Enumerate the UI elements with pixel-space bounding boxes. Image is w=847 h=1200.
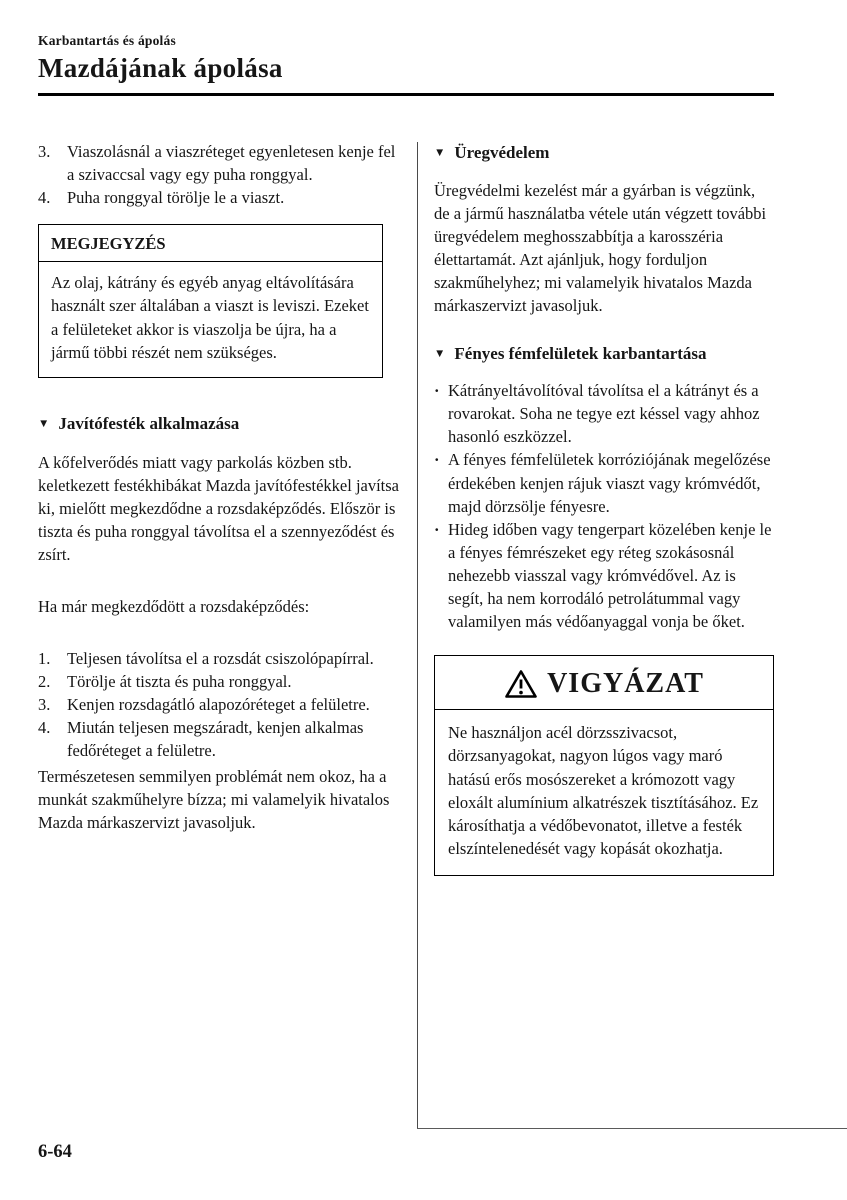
list-item xyxy=(38,647,400,670)
rust-steps-list xyxy=(38,647,400,762)
section-title: Üregvédelem xyxy=(454,143,550,162)
cavity-paragraph: Üregvédelmi kezelést már a gyárban is végzünk, de a jármű használatba vétele után végzett további üregvédelem meghosszabbítja a karosszéria élettartamát. Azt ajánljuk, hogy forduljon szakműhelyhez; mi valamelyik hivatalos Mazda márkaszervizt javasoljuk. xyxy=(434,180,767,316)
note-title: MEGJEGYZÉS xyxy=(39,225,382,262)
metal-bullet-list xyxy=(434,379,774,633)
bullet-item xyxy=(434,448,774,517)
page-number: 6-64 xyxy=(38,1142,72,1162)
section-heading-touchup xyxy=(38,412,400,436)
page-title: Mazdájának ápolása xyxy=(38,53,283,83)
content-columns xyxy=(38,140,774,876)
rust-lead-paragraph: Ha már megkezdődött a rozsdaképződés: xyxy=(38,597,310,617)
list-text: Törölje át tiszta és puha ronggyal. xyxy=(67,672,292,692)
touchup-intro-paragraph: A kőfelverődés miatt vagy parkolás közben stb. keletkezett festékhibákat Mazda javítófestékkel javítsa ki, mielőtt megkezdődne a rozsdaképződés. Először is tiszta és puha ronggyal távolítsa el a szennyeződést és zsírt. xyxy=(38,452,400,564)
list-number: 3. xyxy=(38,142,51,161)
list-text: Kenjen rozsdagátló alapozóréteget a felületre. xyxy=(67,695,370,715)
list-number: 4. xyxy=(38,188,51,208)
wax-steps-list xyxy=(38,140,400,209)
left-column xyxy=(38,140,400,876)
list-item xyxy=(38,186,400,209)
list-number: 2. xyxy=(38,672,51,692)
list-text: Viaszolásnál a viaszréteget egyenletesen kenje fel a szivaccsal vagy egy puha ronggyal. xyxy=(67,142,396,185)
list-item xyxy=(38,140,400,186)
bullet-text: A fényes fémfelületek korróziójának megelőzése érdekében kenjen rájuk viaszt vagy krómvédőt, majd dörzsölje fényesre. xyxy=(448,450,771,516)
touchup-outro-paragraph: Természetesen semmilyen problémát nem okoz, ha a munkát szakműhelyre bízza; mi valamelyik hivatalos Mazda márkaszervizt javasoljuk. xyxy=(38,766,390,832)
note-body: Az olaj, kátrány és egyéb anyag eltávolítására használt szer általában a viaszt is leviszi. Ezeket a felületeket akkor is viaszolja be újra, ha a jármű többi részét nem szükséges. xyxy=(51,273,369,362)
list-item xyxy=(38,670,400,693)
list-text: Puha ronggyal törölje le a viaszt. xyxy=(67,188,285,208)
warning-title-row xyxy=(435,656,773,710)
triangle-marker-icon: ▼ xyxy=(38,417,50,430)
bottom-rule xyxy=(417,1128,847,1129)
section-heading-cavity xyxy=(434,141,774,165)
right-column xyxy=(434,140,774,876)
list-number: 3. xyxy=(38,695,51,715)
list-item xyxy=(38,716,400,762)
bullet-marker-icon: · xyxy=(434,381,440,401)
list-number: 1. xyxy=(38,649,51,669)
bullet-item xyxy=(434,379,774,448)
column-divider xyxy=(417,142,418,1128)
bullet-marker-icon: · xyxy=(434,450,440,470)
warning-box xyxy=(434,655,774,876)
list-number: 4. xyxy=(38,718,51,738)
triangle-marker-icon: ▼ xyxy=(434,147,446,159)
bullet-marker-icon: · xyxy=(434,519,440,539)
list-item xyxy=(38,693,400,716)
note-box xyxy=(38,224,383,377)
list-text: Teljesen távolítsa el a rozsdát csiszolópapírral. xyxy=(67,649,374,669)
bullet-text: Kátrányeltávolítóval távolítsa el a kátrányt és a rovarokat. Soha ne tegye ezt késsel vagy ahhoz hasonló eszközzel. xyxy=(448,381,760,447)
bullet-text: Hideg időben vagy tengerpart közelében kenje le a fényes fémrészeket egy réteg szokásosnál nehezebb viasszal vagy krómvédővel. Az is segít, ha nem korrodáló petrolátummal vagy valamilyen más védőanyaggal vonja be őket. xyxy=(448,519,772,632)
warning-triangle-icon xyxy=(504,669,538,699)
list-text: Miután teljesen megszáradt, kenjen alkalmas fedőréteget a felületre. xyxy=(67,718,364,761)
triangle-marker-icon: ▼ xyxy=(434,348,446,361)
section-title: Fényes fémfelületek karbantartása xyxy=(454,344,707,364)
section-heading-metal xyxy=(434,342,774,366)
page-header xyxy=(38,33,774,96)
chapter-kicker: Karbantartás és ápolás xyxy=(38,33,176,48)
section-title: Javítófesték alkalmazása xyxy=(58,413,240,433)
warning-title: VIGYÁZAT xyxy=(547,668,704,700)
bullet-item xyxy=(434,518,774,633)
header-rule xyxy=(38,93,774,96)
warning-body: Ne használjon acél dörzsszivacsot, dörzsanyagokat, nagyon lúgos vagy maró hatású erős mosószereket a krómozott vagy eloxált alumínium alkatrészek tisztításához. Ez károsíthatja a védőbevonatot, illetve a festék elszíntelenedését vagy kopását okozhatja. xyxy=(448,723,759,858)
